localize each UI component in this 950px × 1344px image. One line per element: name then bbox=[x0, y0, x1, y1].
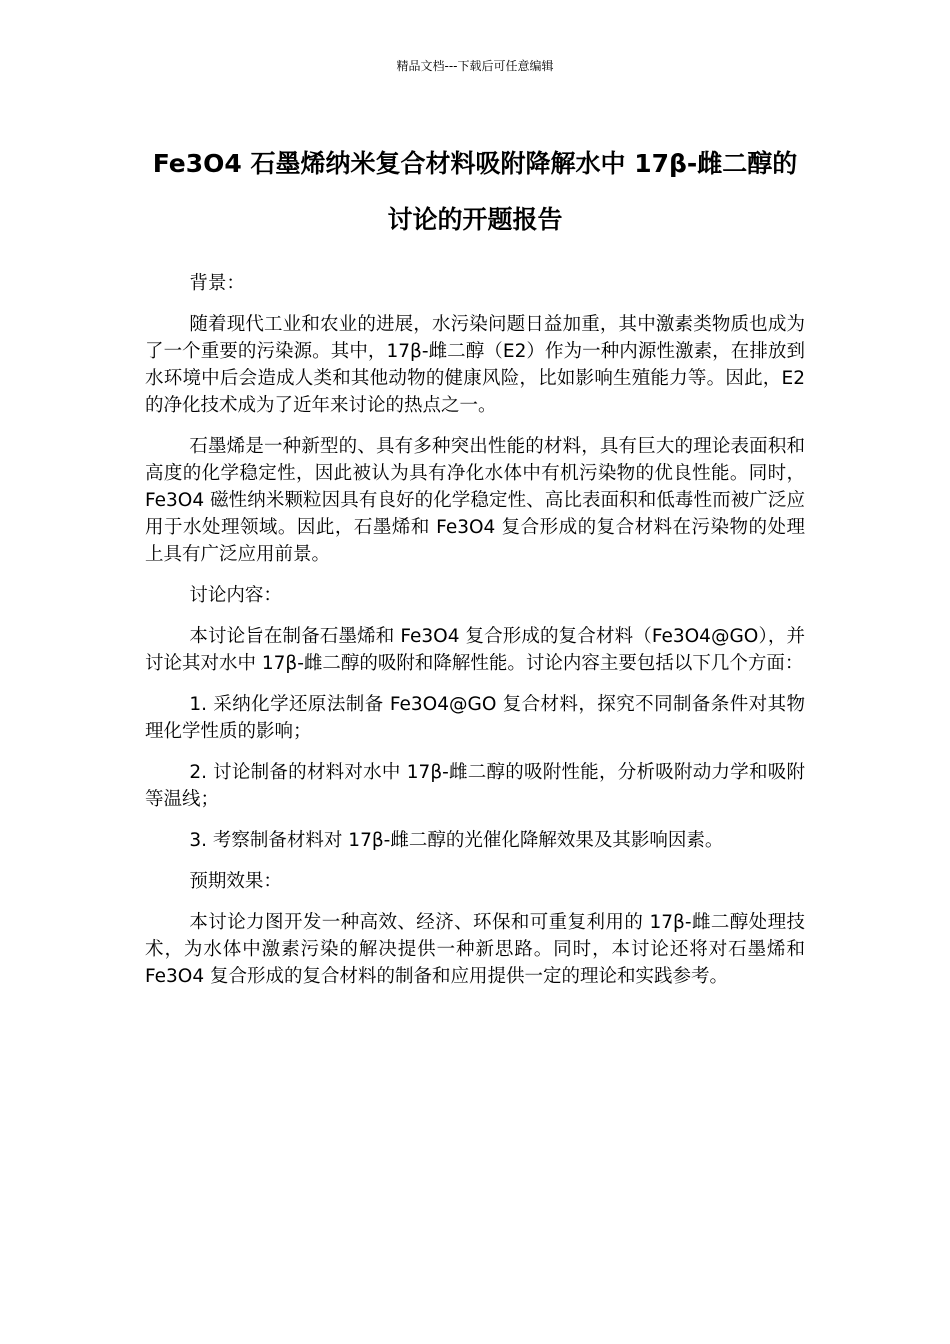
research-content-intro: 本讨论旨在制备石墨烯和 Fe3O4 复合形成的复合材料（Fe3O4@GO），并讨论其对水中 17β-雌二醇的吸附和降解性能。讨论内容主要包括以下几个方面： bbox=[145, 626, 805, 674]
background-paragraph-1: 随着现代工业和农业的进展，水污染问题日益加重，其中激素类物质也成为了一个重要的污染源。其中，17β-雌二醇（E2）作为一种内源性激素，在排放到水环境中后会造成人类和其他动物的健康风险，比如影响生殖能力等。因此，E2 的净化技术成为了近年来讨论的热点之一。 bbox=[145, 314, 805, 416]
background-heading: 背景： bbox=[189, 273, 245, 294]
research-item-3: 3. 考察制备材料对 17β-雌二醇的光催化降解效果及其影响因素。 bbox=[189, 830, 724, 851]
document-title: Fe3O4 石墨烯纳米复合材料吸附降解水中 17β-雌二醇的讨论的开题报告 bbox=[152, 149, 798, 234]
research-content-heading: 讨论内容： bbox=[189, 585, 282, 606]
background-paragraph-2: 石墨烯是一种新型的、具有多种突出性能的材料，具有巨大的理论表面积和高度的化学稳定性，因此被认为具有净化水体中有机污染物的优良性能。同时，Fe3O4 磁性纳米颗粒因具有良好的化学稳定性、高比表面积和低毒性而被广泛应用于水处理领域。因此，石墨烯和 Fe3O4 复合形成的复合材料在污染物的处理上具有广泛应用前景。 bbox=[145, 436, 805, 565]
research-item-1: 1. 采纳化学还原法制备 Fe3O4@GO 复合材料，探究不同制备条件对其物理化学性质的影响； bbox=[145, 694, 805, 742]
expected-effects-paragraph: 本讨论力图开发一种高效、经济、环保和可重复利用的 17β-雌二醇处理技术，为水体中激素污染的解决提供一种新思路。同时，本讨论还将对石墨烯和 Fe3O4 复合形成的复合材料的制备和应用提供一定的理论和实践参考。 bbox=[145, 912, 805, 987]
document-body bbox=[145, 270, 805, 1004]
expected-effects-heading: 预期效果： bbox=[189, 871, 282, 892]
page-header-note: 精品文档---下载后可任意编辑 bbox=[396, 59, 554, 73]
research-item-2: 2. 讨论制备的材料对水中 17β-雌二醇的吸附性能，分析吸附动力学和吸附等温线； bbox=[145, 762, 805, 810]
